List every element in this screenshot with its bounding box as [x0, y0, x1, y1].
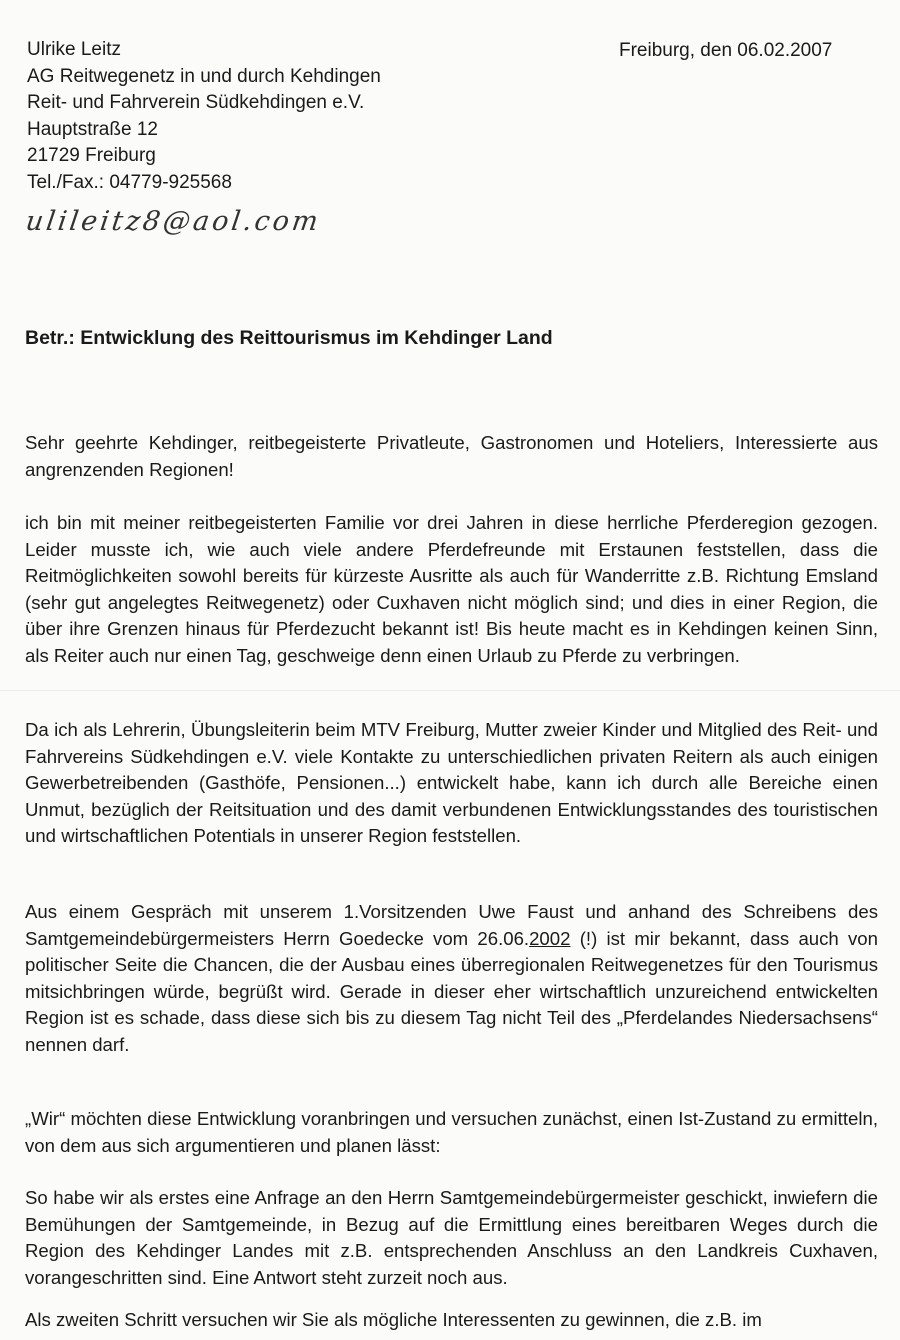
paragraph-intro: ich bin mit meiner reitbegeisterten Familie vor drei Jahren in diese herrliche Pferderegion gezogen. Leider musste ich, wie auch viele andere Pferdefreunde mit Erstaunen feststellen, dass die Reitmöglichkeiten sowohl bereits für kürzeste Ausritte als auch für Wanderritte z.B. Richtung Emsland (sehr gut angelegtes Reitwegenetz) oder Cuxhaven nicht möglich sind; und dies in einer Region, die über ihre Grenzen hinaus für Pferdezucht bekannt ist! Bis heute macht es in Kehdingen keinen Sinn, als Reiter auch nur einen Tag, geschweige denn einen Urlaub zu Pferde zu verbringen.: [25, 512, 878, 666]
paragraph-goal: „Wir“ möchten diese Entwicklung voranbringen und versuchen zunächst, einen Ist-Zustand zu ermitteln, von dem aus sich argumentieren und planen lässt:: [25, 1108, 878, 1156]
sender-block: [27, 37, 381, 196]
sender-name: Ulrike Leitz: [27, 39, 121, 60]
paragraph-second-step: Als zweiten Schritt versuchen wir Sie als mögliche Interessenten zu gewinnen, die z.B. im: [25, 1309, 762, 1330]
letter-date: Freiburg, den 06.02.2007: [619, 40, 833, 61]
scan-artifact-line: [0, 690, 900, 691]
salutation: Sehr geehrte Kehdinger, reitbegeisterte Privatleute, Gastronomen und Hoteliers, Interessierte aus angrenzenden Regionen!: [25, 432, 878, 480]
sender-city: 21729 Freiburg: [27, 145, 156, 166]
subject-line: Betr.: Entwicklung des Reittourismus im Kehdinger Land: [25, 327, 553, 349]
handwritten-email: ulileitz8@aol.com: [23, 206, 323, 237]
paragraph-political: [25, 899, 878, 1059]
paragraph-political-end: (!) ist mir bekannt, dass auch von politischer Seite die Chancen, die der Ausbau eines überregionalen Reitwegenetzes für den Tourismus mitsichbringen würde, begrüßt wird. Gerade in dieser eher wirtschaftlich unzureichend entwickelten Region ist es schade, dass diese sich bis zu diesem Tag nicht Teil des „Pferdelandes Niedersachsens“ nennen darf.: [25, 927, 878, 1055]
sender-club: Reit- und Fahrverein Südkehdingen e.V.: [27, 92, 365, 113]
paragraph-political-start: Aus einem Gespräch mit unserem 1.Vorsitzenden Uwe Faust und anhand des Schreibens des Samtgemeindebürgermeisters Herrn Goedecke vom 26.06.: [25, 901, 878, 949]
sender-org: AG Reitwegenetz in und durch Kehdingen: [27, 65, 381, 87]
sender-street: Hauptstraße 12: [27, 118, 158, 140]
paragraph-background: Da ich als Lehrerin, Übungsleiterin beim MTV Freiburg, Mutter zweier Kinder und Mitglied des Reit- und Fahrvereins Südkehdingen e.V. viele Kontakte zu unterschiedlichen privaten Reitern als auch einigen Gewerbetreibenden (Gasthöfe, Pensionen...) entwickelt habe, kann ich durch alle Bereiche einen Unmut, bezüglich der Reitsituation und des damit verbundenen Entwicklungsstandes des touristischen und wirtschaftlichen Potentials in unserer Region feststellen.: [25, 719, 878, 847]
paragraph-first-step: So habe wir als erstes eine Anfrage an den Herrn Samtgemeindebürgermeister geschickt, inwiefern die Bemühungen der Samtgemeinde, in Bezug auf die Ermittlung eines bereitbaren Weges durch die Region des Kehdinger Landes mit z.B. entsprechenden Anschluss an den Landkreis Cuxhaven, vorangeschritten sind. Eine Antwort steht zurzeit noch aus.: [25, 1187, 878, 1288]
underlined-year: 2002: [529, 927, 571, 949]
sender-phone: Tel./Fax.: 04779-925568: [27, 171, 232, 193]
